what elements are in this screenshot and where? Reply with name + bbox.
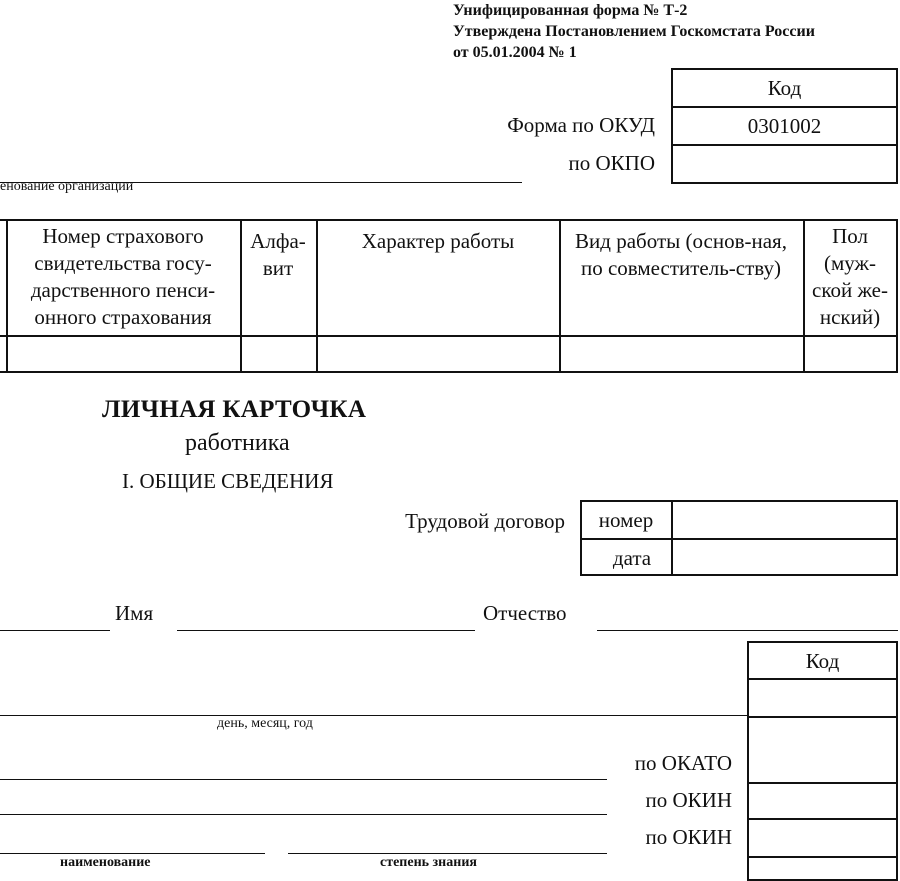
grid-vline-3 xyxy=(559,219,561,372)
grid-vline-2 xyxy=(316,219,318,372)
bottom-code-divider-5 xyxy=(747,856,898,858)
surname-line[interactable] xyxy=(0,630,110,631)
contract-number-label: номер xyxy=(598,508,654,532)
grid-bottom-border xyxy=(0,371,898,373)
bottom-code-divider-2 xyxy=(747,716,898,718)
language-degree-line[interactable] xyxy=(288,853,607,854)
grid-vline-0 xyxy=(6,219,8,372)
degree-caption: степень знания xyxy=(380,855,477,870)
grid-vline-1 xyxy=(240,219,242,372)
patronymic-line[interactable] xyxy=(597,630,898,631)
citizenship-line[interactable] xyxy=(0,814,607,815)
okud-value[interactable]: 0301002 xyxy=(747,114,822,138)
section-heading: I. ОБЩИЕ СВЕДЕНИЯ xyxy=(122,469,334,493)
birth-date-line[interactable] xyxy=(0,715,747,716)
grid-middle-border xyxy=(0,335,898,337)
bottom-code-divider-1 xyxy=(747,678,898,680)
document-title: ЛИЧНАЯ КАРТОЧКА xyxy=(102,396,367,423)
form-number-line: Унифицированная форма № Т-2 xyxy=(453,2,688,19)
date-caption: день, месяц, год xyxy=(217,716,313,731)
bottom-code-box-frame xyxy=(747,641,898,881)
bottom-code-header: Код xyxy=(805,649,840,673)
grid-vline-4 xyxy=(803,219,805,372)
top-code-divider-1 xyxy=(671,106,898,108)
contract-box-divider-h xyxy=(580,538,898,540)
col-work-character-header: Характер работы xyxy=(361,229,515,253)
organization-caption: енование организации xyxy=(0,179,134,194)
contract-date-label: дата xyxy=(612,546,652,570)
bottom-code-divider-3 xyxy=(747,782,898,784)
name-caption: наименование xyxy=(60,855,151,870)
col-alphabet-header: Алфа-вит xyxy=(250,229,306,280)
first-name-label: Имя xyxy=(115,601,154,625)
patronymic-label: Отчество xyxy=(483,601,567,625)
okpo-label: по ОКПО xyxy=(568,151,655,175)
labor-contract-label: Трудовой договор xyxy=(405,509,565,533)
bottom-code-divider-4 xyxy=(747,818,898,820)
grid-vline-5 xyxy=(896,219,898,372)
first-name-line[interactable] xyxy=(177,630,475,631)
document-subtitle: работника xyxy=(185,430,290,456)
okin-label-2: по ОКИН xyxy=(645,825,732,849)
okud-label: Форма по ОКУД xyxy=(507,113,655,137)
form-header xyxy=(453,0,815,63)
approval-date-line: от 05.01.2004 № 1 xyxy=(453,44,577,61)
col-insurance-number-header: Номер страхового свидетельства госу-дарственного пенси-онного страхования xyxy=(30,224,216,329)
birthplace-line[interactable] xyxy=(0,779,607,780)
grid-top-border xyxy=(0,219,898,221)
top-code-divider-2 xyxy=(671,144,898,146)
col-gender-header: Пол (муж-ской же-нский) xyxy=(812,224,888,329)
okato-label: по ОКАТО xyxy=(634,751,732,775)
approval-line: Утверждена Постановлением Госкомстата России xyxy=(453,23,815,40)
language-name-line[interactable] xyxy=(0,853,265,854)
col-work-type-header: Вид работы (основ-ная, по совместитель-ству) xyxy=(575,229,787,280)
okin-label-1: по ОКИН xyxy=(645,788,732,812)
top-code-header: Код xyxy=(767,76,802,100)
